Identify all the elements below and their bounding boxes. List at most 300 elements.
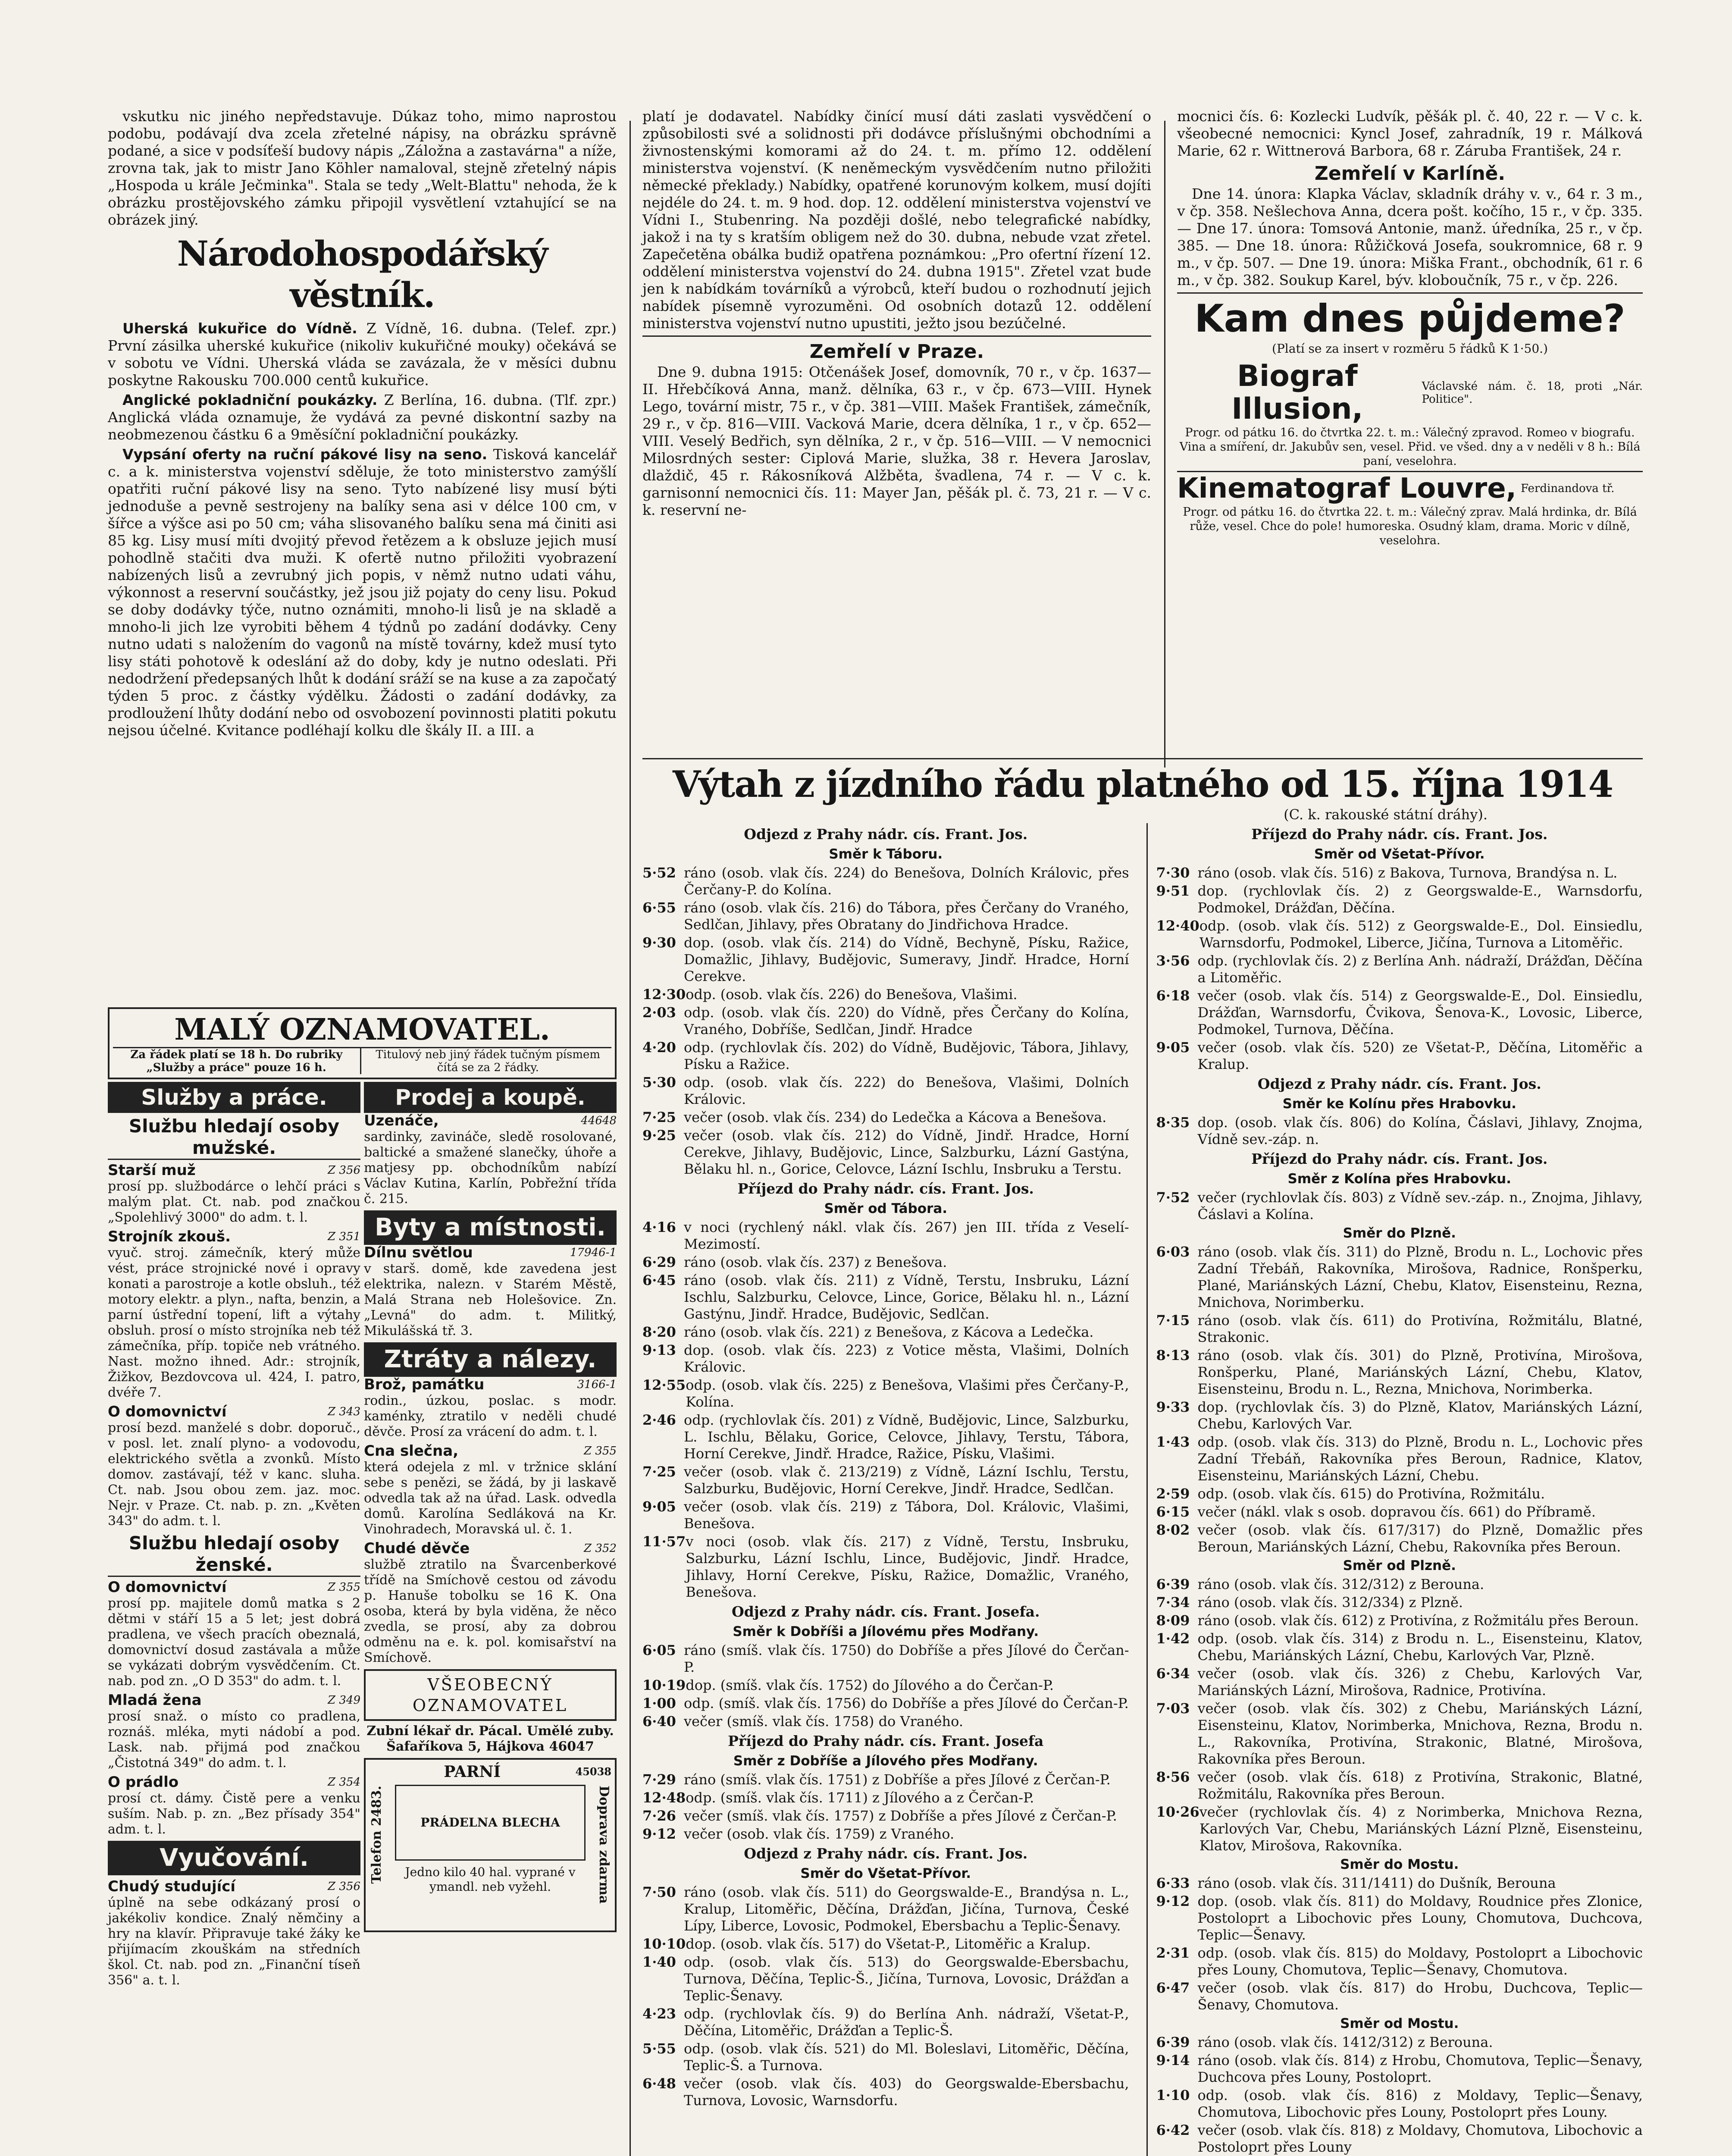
timetable-row — [1156, 865, 1643, 881]
classified-ad — [108, 1579, 360, 1689]
departure-time: 9·05 — [1156, 1039, 1190, 1056]
timetable-row — [642, 2075, 1129, 2109]
train-info: večer (osob. vlak čís. 520) ze Všetat-P., Děčína, Litoměřic a Kralup. — [1197, 1039, 1643, 1072]
departure-time: 10·10 — [642, 1936, 686, 1952]
departure-time: 6·05 — [642, 1642, 676, 1658]
cinema-2 — [1177, 471, 1643, 505]
train-info: dop. (osob. vlak čís. 214) do Vídně, Bechyně, Písku, Ražice, Domažlic, Jihlavy, Budějovic, Sumeravy, Jindř. Hradce, Horní Cerekve. — [684, 934, 1129, 984]
classified-note: Titulový neb jiný řádek tučným písmem čítá se za 2 řádky. — [376, 1048, 601, 1074]
cinema-1-address: Václavské nám. č. 18, proti „Nár. Politice". — [1422, 380, 1643, 406]
classified-ad — [108, 1774, 360, 1837]
timetable-row — [642, 1004, 1129, 1038]
ads-left — [108, 1082, 360, 1992]
ad-text: vyuč. stroj. zámečník, který může vést, práce strojnické nové i opravy konati a parostroje a kotle obsluh., též motory elektr. a plyn., nafta, benzin, a parní ústřední topení, lift a výtahy obsluh. prosí o místo strojníka neb též zámečníka, příp. topiče neb vrátného. Nast. možno ihned. Adr.: strojník, Žižkov, Bezdovcova ul. 424, I. patro, dvéře 7. — [108, 1245, 360, 1400]
classified-ad — [108, 1879, 360, 1988]
timetable-row — [642, 1884, 1129, 1934]
train-info: odp. (osob. vlak čís. 226) do Benešova, Vlašimi. — [686, 986, 1018, 1003]
departure-time: 10·26 — [1156, 1804, 1200, 1820]
train-info: ráno (smíš. vlak čís. 1750) do Dobříše a přes Jílové do Čerčan-P. — [684, 1642, 1129, 1675]
departure-time: 7·25 — [642, 1109, 676, 1125]
ad-text: prosí bezd. manželé s dobr. doporuč., v posl. let. znalí plyno- a vodovodu, elektrického světla a zvonků. Místo domov. zastávají, též v kanc. sluha. Ct. nab. Jsou obou zem. jaz. moc. Nejr. v Praze. Ct. nab. p. zn. „Květen 343" do adm. t. l. — [108, 1420, 360, 1529]
timetable-row — [642, 1771, 1129, 1788]
departure-time: 6·45 — [642, 1272, 676, 1288]
departure-time: 12·55 — [642, 1377, 686, 1393]
train-info: večer (osob. vlak čís. 302) z Chebu, Mariánských Lázní, Eisensteinu, Klatov, Norimberka, Mnichova, Rezna, Brodu n. L., Rakovníka, Protivína, Strakonic, Blatné, Mirošova, Rakovníka přes Beroun. — [1197, 1700, 1643, 1767]
deaths-karlin-text: Dne 14. února: Klapka Václav, skladník dráhy v. v., 64 r. 3 m., v čp. 358. Nešlechova Anna, dcera pošt. kočího, 15 r., v čp. 335. — Dne 17. února: Tomsová Antonie, manž. úředníka, 25 r., v čp. 385. — Dne 18. února: Růžičková Josefa, soukromnice, 68 r. 9 m., v čp. 507. — Dne 19. února: Miška Frant., obchodník, 61 r. 6 m., v čp. 382. Soukup Karel, býv. kloboučník, 75 r., v čp. 226. — [1177, 185, 1643, 288]
ad-code: Z 351 — [328, 1230, 360, 1243]
cinema-1-name: Biograf Illusion, — [1231, 359, 1363, 426]
timetable-row — [642, 1713, 1129, 1730]
departure-time: 10·19 — [642, 1677, 686, 1693]
column-rule — [630, 121, 631, 1018]
timetable-row — [1156, 883, 1643, 916]
ad-text: prosí ct. dámy. Čistě pere a venku suším. Nab. p. zn. „Bez přísady 354" adm. t. l. — [108, 1791, 360, 1837]
timetable-direction: Směr od Mostu. — [1340, 2016, 1459, 2031]
column-rule — [630, 1005, 631, 2156]
departure-time: 6·39 — [1156, 1576, 1190, 1592]
timetable-row — [642, 1789, 1129, 1806]
newspaper-page — [108, 108, 1643, 2156]
article — [108, 320, 617, 389]
col3-text: mocnici čís. 6: Kozlecki Ludvík, pěšák pl. č. 40, 22 r. — V c. k. všeobecné nemocnici: Kyncl Josef, zahradník, 19 r. Málková Marie, 62 r. Wittnerová Barbora, 68 r. Záruba František, 24 r. — [1177, 108, 1643, 159]
ad-heading: O domovnictví — [108, 1579, 227, 1596]
timetable-row — [1156, 1522, 1643, 1555]
timetable-row — [1156, 1804, 1643, 1854]
dentist-ad: Zubní lékař dr. Pácal. Umělé zuby. Šafaříkova 5, Hájkova 46047 — [366, 1724, 614, 1754]
train-info: odp. (osob. vlak čís. 225) z Benešova, Vlašimi přes Čerčany-P., Kolína. — [686, 1377, 1129, 1410]
train-info: ráno (osob. vlak čís. 311) do Plzně, Brodu n. L., Lochovic přes Zadní Třebáň, Rakovníka, Mirošova, Radnice, Ronšperku, Plané, Mariánských Lázní, Chebu, Klatov, Eisensteinu, Rezna, Mnichova, Norimberku. — [1197, 1244, 1643, 1310]
ad-heading: O prádlo — [108, 1774, 179, 1791]
ad-code: 44648 — [581, 1114, 617, 1127]
timetable-row — [642, 1219, 1129, 1253]
classified-price: Za řádek platí se 18 h. Do rubriky „Služby a práce" pouze 16 h. — [113, 1048, 361, 1074]
train-info: večer (nákl. vlak s osob. dopravou čís. 661) do Příbramě. — [1197, 1504, 1596, 1520]
ad-text: prosí pp. službodárce o lehčí práci s malým plat. Ct. nab. pod značkou „Spolehlivý 3000" do adm. t. l. — [108, 1179, 360, 1225]
train-info: odp. (osob. vlak čís. 512) z Georgswalde-E., Dol. Einsiedlu, Warnsdorfu, Podmokel, Liberce, Jičína, Turnova a Litoměřic. — [1199, 918, 1643, 951]
article-text: Z Berlína, 16. dubna. (Tlf. zpr.) Anglická vláda oznamuje, že vydává za pevné diskontní sazby na neobmezenou částku 6 a 9měsíční pokladniční poukázky. — [108, 392, 617, 443]
train-info: odp. (rychlovlak čís. 2) z Berlína Anh. nádraží, Drážďan, Děčína a Litoměřic. — [1197, 953, 1643, 986]
train-info: odp. (osob. vlak čís. 222) do Benešova, Vlašimi, Dolních Královic. — [684, 1074, 1129, 1107]
classified-ad — [108, 1692, 360, 1771]
departure-time: 2·03 — [642, 1004, 676, 1021]
train-info: odp. (rychlovlak čís. 9) do Berlína Anh. nádraží, Všetat-P., Děčína, Litoměřic, Drážďan a Teplic-Š. — [684, 2006, 1129, 2039]
ad-text: prosí snaž. o místo co pradlena, roznáš. mléka, myti nádobí a pod. Lask. nab. přijmá pod značkou „Čistotná 349" do adm. t. l. — [108, 1709, 360, 1771]
tab-jobs: Služby a práce. — [108, 1082, 360, 1113]
ad-heading: Uzenáče, — [364, 1112, 439, 1129]
departure-time: 6·39 — [1156, 2034, 1190, 2050]
article — [108, 446, 617, 739]
train-info: odp. (osob. vlak čís. 521) do Ml. Boleslavi, Litoměřic, Děčína, Teplic-Š. a Turnova. — [684, 2040, 1129, 2074]
divider — [642, 335, 1151, 337]
classified-banner — [108, 1007, 617, 1079]
train-info: odp. (osob. vlak čís. 615) do Protivína, Rožmitálu. — [1197, 1485, 1545, 1502]
timetable-row — [1156, 1769, 1643, 1802]
ad-code: Z 354 — [328, 1776, 360, 1789]
timetable-row — [1156, 1347, 1643, 1398]
column-1 — [108, 108, 617, 742]
classified-ad — [364, 1443, 617, 1537]
timetable-direction: Směr k Dobříši a Jílovému přes Modřany. — [733, 1624, 1039, 1639]
departure-time: 7·50 — [642, 1884, 676, 1900]
timetable-row — [1156, 1504, 1643, 1520]
ad-code: Z 356 — [328, 1164, 360, 1177]
kam-title: Kam dnes půjdeme? — [1194, 296, 1626, 341]
ad-text: rodin., úzkou, poslac. s modr. kaménky, ztratilo v neděli chudé děvče. Prosí za vrácení do adm. t. l. — [364, 1393, 617, 1439]
timetable-direction: Směr do Všetat-Přívor. — [800, 1866, 971, 1881]
timetable-row — [1156, 918, 1643, 951]
departure-time: 8·02 — [1156, 1522, 1190, 1538]
train-info: ráno (osob. vlak čís. 311/1411) do Dušník, Berouna — [1197, 1875, 1556, 1891]
timetable-row — [642, 1826, 1129, 1843]
train-info: večer (osob. vlak čís. 326) z Chebu, Karlových Var, Mariánských Lázní, Mirošova, Radnice, Protivína. — [1197, 1665, 1643, 1698]
timetable-row — [642, 899, 1129, 933]
timetable-row — [1156, 1434, 1643, 1484]
article-title: Anglické pokladniční poukázky. — [122, 392, 378, 408]
timetable-row — [642, 1254, 1129, 1271]
timetable-row — [1156, 1399, 1643, 1432]
col2-text: platí je dodavatel. Nabídky činící musí dáti zaslati vysvědčení o způsobilosti své a solidnosti při dodávce příslušnými obchodními a živnostenskými komorami až do 24. t. m. přímo 12. oddělení ministerstva vojenství. (K neněmeckým vysvědčením nutno přiložiti německé překlady.) Nabídky, opatřené korunovým kolkem, musí dojíti nejdéle do 24. t. m. 9 hod. dop. 12. oddělení ministerstva vojenství ve Vídni I., Stubenring. Na později došlé, nebo telegrafické nabídky, jakož i na ty s kratším obligem než do 30. dubna, nebude vzat zřetel. Zapečetěna obálka budiž opatřena poznámkou: „Pro ofertní řízení 12. oddělení ministerstva vojenství do 24. dubna 1915". Zřetel vzat bude jen k nabídkám továrníků a výrobců, kteří budou o rozhodnutí jejich nabídek písemně vyrozuměni. Od osobních dotazů 12. oddělení ministerstva vojenství nutno upustiti, ježto jsou bezúčelné. — [642, 108, 1151, 332]
classified-ad — [364, 1377, 617, 1440]
departure-time: 8·13 — [1156, 1347, 1190, 1363]
timetable-row — [642, 1463, 1129, 1497]
timetable-row — [642, 1377, 1129, 1410]
departure-time: 9·12 — [1156, 1893, 1190, 1909]
train-info: ráno (osob. vlak čís. 224) do Benešova, Dolních Královic, přes Čerčany-P. do Kolína. — [684, 865, 1129, 898]
departure-time: 6·40 — [642, 1713, 676, 1730]
timetable-direction: Směr od Plzně. — [1343, 1558, 1456, 1573]
timetable — [642, 755, 1643, 2156]
ad-code: Z 355 — [328, 1581, 360, 1594]
train-info: odp. (osob. vlak čís. 314) z Brodu n. L., Eisensteinu, Klatov, Chebu, Mariánských Lázní, Chebu, Karlových Var, Plzně. — [1197, 1630, 1643, 1664]
train-info: ráno (osob. vlak čís. 312/334) z Plzně. — [1197, 1594, 1463, 1611]
cinema-1-program: Progr. od pátku 16. do čtvrtka 22. t. m.: Válečný zpravod. Romeo v biografu. Vina a smíření, dr. Jakubův sen, vesel. Přid. ve všed. dny a v neděli v 8 h.: Bílá paní, veselohra. — [1179, 426, 1641, 468]
timetable-direction: Směr do Plzně. — [1343, 1225, 1456, 1241]
ad-text: sardinky, zavináče, sledě rosolované, baltické a smažené slanečky, úhoře a matjesy pp. obchodníkům nabízí Václav Kutina, Karlín, Pobřežní třída č. 215. — [364, 1129, 617, 1206]
timetable-row — [1156, 2122, 1643, 2156]
departure-time: 6·33 — [1156, 1875, 1190, 1891]
ad-heading: O domovnictví — [108, 1403, 227, 1420]
timetable-row — [642, 934, 1129, 985]
train-info: večer (rychlovlak čís. 4) z Norimberka, Mnichova Rezna, Karlových Var, Chebu, Mariánských Lázní Plzně, Eisensteinu, Klatov, Mirošova, Rakovníka. — [1199, 1804, 1643, 1854]
ad-code: 17946-1 — [570, 1246, 617, 1259]
timetable-row — [642, 1272, 1129, 1322]
departure-time: 4·16 — [642, 1219, 676, 1235]
divider — [642, 758, 1643, 759]
timetable-row — [642, 1533, 1129, 1601]
timetable-row — [1156, 1312, 1643, 1346]
column-2 — [642, 108, 1151, 521]
timetable-row — [642, 1808, 1129, 1824]
tab-teaching: Vyučování. — [108, 1841, 360, 1875]
departure-time: 6·29 — [642, 1254, 676, 1270]
timetable-row — [1156, 1893, 1643, 1943]
cinema-2-name: Kinematograf Louvre, — [1177, 473, 1516, 505]
divider — [1177, 292, 1643, 294]
ad-heading: Chudý studující — [108, 1878, 236, 1895]
timetable-row — [1156, 1039, 1643, 1073]
train-info: ráno (osob. vlak čís. 237) z Benešova. — [684, 1254, 947, 1270]
train-info: dop. (rychlovlak čís. 2) z Georgswalde-E., Warnsdorfu, Podmokel, Drážďan, Děčína. — [1197, 883, 1643, 916]
departure-time: 12·40 — [1156, 918, 1200, 934]
ads-right — [364, 1082, 617, 1992]
train-info: večer (osob. vlak čís. 403) do Georgswalde-Ebersbachu, Turnova, Lovosic, Warnsdorfu. — [684, 2075, 1129, 2109]
departure-time: 8·35 — [1156, 1114, 1190, 1131]
departure-time: 6·42 — [1156, 2122, 1190, 2138]
timetable-row — [642, 1342, 1129, 1376]
article-title: Uherská kukuřice do Vídně. — [122, 320, 357, 337]
train-info: večer (osob. vlak čís. 219) z Tábora, Dol. Královic, Vlašimi, Benešova. — [684, 1498, 1129, 1532]
laundry-logo — [395, 1785, 586, 1861]
train-info: večer (osob. vlak čís. 817) do Hrobu, Duchcova, Teplic—Šenavy, Chomutova. — [1197, 1980, 1643, 2013]
ad-text: která odejela z ml. v tržnice sklání sebe s penězi, se žádá, by ji laskavě odvedla tak až na úřad. Lask. odvedla domů. Karolína Sedláková na Kr. Vinohradech, Moravská ul. č. 1. — [364, 1460, 617, 1537]
ad-code: Z 352 — [584, 1542, 617, 1555]
timetable-row — [1156, 1244, 1643, 1311]
cinema-2-program: Progr. od pátku 16. do čtvrtka 22. t. m.: Válečný zprav. Malá hrdinka, dr. Bílá růže, vesel. Chce do pole! humoreska. Osudný klam, drama. Moric v dílně, veselohra. — [1183, 505, 1637, 547]
departure-time: 9·25 — [642, 1127, 676, 1144]
ad-code: Z 356 — [328, 1880, 360, 1893]
train-info: ráno (osob. vlak čís. 814) z Hrobu, Chomutova, Teplic—Šenavy, Duchcova přes Louny, Postoloprt. — [1197, 2052, 1643, 2085]
departure-time: 6·18 — [1156, 987, 1190, 1004]
ad-code: Z 349 — [328, 1694, 360, 1707]
agency-box: VŠEOBECNÝ OZNAMOVATEL — [364, 1669, 617, 1721]
train-info: dop. (smíš. vlak čís. 1752) do Jílového a do Čerčan-P. — [686, 1677, 1054, 1693]
laundry-delivery: Doprava zdarma — [596, 1786, 611, 1904]
departure-time: 1·40 — [642, 1954, 676, 1970]
departure-time: 6·47 — [1156, 1980, 1190, 1996]
timetable-row — [1156, 987, 1643, 1038]
train-info: v noci (osob. vlak čís. 217) z Vídně, Terstu, Insbruku, Salzburku, Lázní Ischlu, Lince, Budějovic, Jindř. Hradce, Jihlavy, Horní Cerekve, Písku, Ražice, Domažlic, Vraného, Benešova. — [686, 1533, 1129, 1600]
teaching-ad — [108, 1879, 360, 1988]
section-title: Národohospodářský věstník. — [177, 233, 548, 315]
timetable-row — [1156, 1485, 1643, 1502]
departure-time: 7·34 — [1156, 1594, 1190, 1611]
train-info: ráno (osob. vlak čís. 301) do Plzně, Protivína, Mirošova, Ronšperku, Plané, Mariánských Lázní, Chebu, Klatov, Eisensteinu, Brodu n. L., Rezna, Mnichova, Norimberka. — [1197, 1347, 1643, 1397]
departure-time: 7·29 — [642, 1771, 676, 1788]
departure-time: 11·57 — [642, 1533, 686, 1550]
timetable-row — [1156, 1630, 1643, 1664]
ad-heading: Cna slečna, — [364, 1442, 459, 1460]
timetable-row — [642, 986, 1129, 1003]
lost-ads — [364, 1377, 617, 1666]
departure-time: 9·13 — [642, 1342, 676, 1358]
timetable-heading: Odjezd z Prahy nádr. cís. Frant. Josefa. — [731, 1603, 1040, 1620]
departure-time: 5·30 — [642, 1074, 676, 1091]
ad-text: v starš. domě, kde zavedena jest elektrika, nalezn. v Starém Městě, Malá Strana neb Holešovice. Zn. „Levná" do adm. t. Militký, Mikulášská tř. 3. — [364, 1261, 617, 1338]
train-info: ráno (osob. vlak čís. 216) do Tábora, přes Čerčany do Vraného, Sedlčan, Jihlavy, přes Obratany do Jindřichova Hradce. — [684, 899, 1129, 933]
departure-time: 7·03 — [1156, 1700, 1190, 1717]
departure-time: 6·03 — [1156, 1244, 1190, 1260]
departure-time: 9·33 — [1156, 1399, 1190, 1415]
timetable-row — [1156, 1114, 1643, 1148]
departure-time: 2·31 — [1156, 1945, 1190, 1961]
train-info: odp. (smíš. vlak čís. 1711) z Jílového a z Čerčan-P. — [686, 1789, 1034, 1806]
train-info: ráno (osob. vlak čís. 516) z Bakova, Turnova, Brandýsa n. L. — [1197, 865, 1618, 881]
men-ads — [108, 1163, 360, 1529]
ad-heading: Chudé děvče — [364, 1540, 470, 1557]
departure-time: 9·12 — [642, 1826, 676, 1842]
train-info: odp. (osob. vlak čís. 816) z Moldavy, Teplic—Šenavy, Chomutova, Libochovic přes Louny, Postoloprt přes Louny. — [1197, 2087, 1643, 2120]
timetable-row — [642, 1127, 1129, 1178]
timetable-row — [642, 2006, 1129, 2039]
departure-time: 1·10 — [1156, 2087, 1190, 2103]
departure-time: 6·15 — [1156, 1504, 1190, 1520]
ad-code: Z 343 — [328, 1405, 360, 1418]
departure-time: 2·46 — [642, 1412, 676, 1428]
departure-time: 9·51 — [1156, 883, 1190, 899]
train-info: ráno (osob. vlak čís. 312/312) z Berouna. — [1197, 1576, 1485, 1592]
column-3 — [1177, 108, 1643, 548]
train-info: ráno (osob. vlak čís. 612) z Protivína, z Rožmitálu přes Beroun. — [1197, 1612, 1639, 1629]
departure-time: 1·43 — [1156, 1434, 1190, 1450]
timetable-heading: Odjezd z Prahy nádr. cís. Frant. Jos. — [744, 826, 1028, 843]
timetable-row — [1156, 1875, 1643, 1892]
timetable-direction: Směr od Všetat-Přívor. — [1314, 846, 1485, 862]
departure-time: 2·59 — [1156, 1485, 1190, 1502]
timetable-row — [1156, 2052, 1643, 2086]
departure-time: 7·26 — [642, 1808, 676, 1824]
train-info: večer (smíš. vlak čís. 1757) z Dobříše a přes Jílové z Čerčan-P. — [684, 1808, 1117, 1824]
timetable-direction: Směr z Kolína přes Hrabovku. — [1287, 1171, 1511, 1187]
train-info: večer (osob. vlak č. 213/219) z Vídně, Lázní Ischlu, Terstu, Salzburku, Budějovic, Horní Cerekve, Jindř. Hradce, Sedlčan. — [684, 1463, 1129, 1497]
train-info: ráno (osob. vlak čís. 221) z Benešova, z Kácova a Ledečka. — [684, 1324, 1094, 1340]
departure-time: 6·48 — [642, 2075, 676, 2092]
ad-heading: Dílnu světlou — [364, 1244, 473, 1261]
deaths-karlin-title: Zemřelí v Karlíně. — [1314, 163, 1506, 185]
departure-time: 8·09 — [1156, 1612, 1190, 1629]
laundry-phone: Telefon 2483. — [369, 1786, 384, 1884]
timetable-heading: Odjezd z Prahy nádr. cís. Frant. Jos. — [744, 1845, 1028, 1862]
departure-time: 5·55 — [642, 2040, 676, 2057]
timetable-direction: Směr z Dobříše a Jílového přes Modřany. — [733, 1753, 1038, 1769]
timetable-right — [1146, 823, 1643, 2156]
kam-note: (Platí se za insert v rozměru 5 řádků K 1·50.) — [1272, 342, 1548, 356]
departure-time: 1·42 — [1156, 1630, 1190, 1647]
timetable-subtitle: (C. k. rakouské státní dráhy). — [1284, 806, 1488, 823]
train-info: odp. (osob. vlak čís. 513) do Georgswalde-Ebersbachu, Turnova, Děčína, Teplic-Š., Jičína, Turnova, Lovosic, Drážďan a Teplic-Šenavy. — [684, 1954, 1129, 2004]
classified-ad — [364, 1113, 617, 1207]
timetable-row — [642, 1412, 1129, 1462]
classified-ad — [108, 1163, 360, 1225]
timetable-row — [642, 1498, 1129, 1532]
laundry-label: PARNÍ 45038 — [444, 1763, 611, 1781]
departure-time: 12·30 — [642, 986, 686, 1003]
ad-code: 3166-1 — [577, 1378, 617, 1391]
train-info: ráno (smíš. vlak čís. 1751) z Dobříše a přes Jílové z Čerčan-P. — [684, 1771, 1111, 1788]
timetable-row — [1156, 953, 1643, 986]
tab-housing: Byty a místnosti. — [364, 1210, 617, 1245]
timetable-row — [1156, 1189, 1643, 1223]
train-info: večer (osob. vlak čís. 1759) z Vraného. — [684, 1826, 955, 1842]
train-info: odp. (rychlovlak čís. 201) z Vídně, Budějovic, Lince, Salzburku, L. Ischlu, Bělaku, Gorice, Celovce, Jihlavy, Terstu, Tábora, Horní Cerekve, Jindř. Hradce, Ražice, Písku, Vlašimi. — [684, 1412, 1129, 1462]
intro-paragraph: vskutku nic jiného nepředstavuje. Dúkaz toho, mimo naprostou podobu, podávají dva zcela zřetelné nápisy, na obrázku správně podané, a sice v podsíťeší budovy nápis „Záložna a zastavárna" a níže, zrovna tak, jak to mistr Jano Köhler namaloval, stejně zřetelný nápis „Hospoda u krále Ječminka". Stala se tedy „Welt-Blattu" nehoda, že k obrázku prostějovského zámku připojil vysvětlení vztahující se na obrázek jiný. — [108, 108, 617, 228]
departure-time: 9·14 — [1156, 2052, 1190, 2068]
article-text: Z Vídně, 16. dubna. (Telef. zpr.) První zásilka uherské kukuřice (nikoliv kukuřičné mouky) očekává se v sobotu ve Vídni. Uherská vláda se zavázala, že v měsíci dubnu poskytne Rakousku 700.000 centů kukuřice. — [108, 320, 617, 389]
ad-heading: Mladá žena — [108, 1692, 202, 1709]
laundry-name: PRÁDELNA BLECHA — [420, 1815, 560, 1830]
timetable-row — [1156, 1576, 1643, 1593]
article-title: Vypsání oferty na ruční pákové lisy na seno. — [122, 446, 488, 463]
timetable-row — [642, 1642, 1129, 1676]
train-info: ráno (osob. vlak čís. 611) do Protivína, Rožmitálu, Blatné, Strakonic. — [1197, 1312, 1643, 1345]
timetable-row — [642, 1039, 1129, 1073]
timetable-row — [642, 865, 1129, 898]
train-info: dop. (osob. vlak čís. 811) do Moldavy, Roudnice přes Zlonice, Postoloprt a Libochovic přes Louny, Chomutova, Duchcova, Teplic—Šenavy. — [1197, 1893, 1643, 1943]
ad-text: prosí pp. majitele domů matka s 2 dětmi v stáří 15 a 5 let; jest dobrá pradlena, ve všech pracích obeznalá, domovnictví dosud zastávala a může se vykázati dobrým vysvědčením. Ct. nab. pod zn. „O D 353" do adm. t. l. — [108, 1596, 360, 1689]
departure-time: 8·20 — [642, 1324, 676, 1340]
article — [108, 392, 617, 443]
train-info: v noci (rychlený nákl. vlak čís. 267) jen III. třída z Veselí-Mezimostí. — [684, 1219, 1129, 1252]
deaths-prague-title: Zemřelí v Praze. — [809, 341, 984, 363]
classified-ad — [108, 1404, 360, 1529]
train-info: večer (osob. vlak čís. 212) do Vídně, Jindř. Hradce, Horní Cerekve, Jihlavy, Budějovic, Lince, Salzburku, Lázní Gastýna, Bělaku hl. n., Gorice, Celovce, Lázní Ischlu, Insbruku a Terstu. — [684, 1127, 1129, 1177]
train-info: večer (osob. vlak čís. 818) z Moldavy, Chomutova, Libochovic a Postoloprt přes Louny — [1197, 2122, 1643, 2155]
timetable-title: Výtah z jízdního řádu platného od 15. října 1914 — [672, 763, 1613, 805]
housing-ads — [364, 1245, 617, 1339]
train-info: dop. (osob. vlak čís. 517) do Všetat-P., Litoměřic a Kralup. — [686, 1936, 1091, 1952]
article-text: Tisková kancelář c. a k. ministerstva vojenství sděluje, že toto ministerstvo zamýšlí opatřiti ruční pákové lisy na seno. Tyto nabízené lisy musí býti jednoduše a pevně sestrojeny na balíky sena asi v délce 100 cm, v šířce a výšce asi po 50 cm; váha slisovaného balíku sena má činiti asi 85 kg. Lisy musí míti dvojitý převod řetězem a k obsluze jejich musí pohodlně stačiti dva muži. K ofertě nutno přiložiti vyobrazení nabízených lisů a zevrubný jich popis, v němž nutno udati váhu, výkonnost a reservní součástky, jež jsou již pojaty do ceny lisu. Pokud se doby dodávky týče, nutno oznámiti, mnoho-li lisů je na skladě a mnoho-li jich lze vyrobiti během 4 týdnů po zadání dodávky. Ceny nutno udati s naložením do vagonů na místě továrny, kdež musí tyto lisy státi pohotově k odeslání až do doby, kdy je nutno odeslati. Při nedodržení předepsaných lhůt k dodání sráží se na kuse a za započatý týden 5 proc. z částky výdělku. Žádosti o zadání dodávky, za prodloužení lhůty dodání nebo od osvobození povinnosti platiti pokutu nejsou účelné. Kvitance podléhají kolku dle škály II. a III. a — [108, 446, 617, 739]
train-info: odp. (osob. vlak čís. 313) do Plzně, Brodu n. L., Lochovic přes Zadní Třebáň, Rakovníka přes Beroun, Radnice, Klatov, Eisensteinu, Mariánských Lázní, Chebu. — [1197, 1434, 1643, 1484]
departure-time: 6·55 — [642, 899, 676, 916]
timetable-row — [1156, 1594, 1643, 1611]
ad-heading: Starší muž — [108, 1162, 196, 1179]
ad-heading: Strojník zkouš. — [108, 1228, 231, 1245]
timetable-direction: Směr ke Kolínu přes Hrabovku. — [1282, 1096, 1516, 1112]
departure-time: 1·00 — [642, 1695, 676, 1711]
departure-time: 4·23 — [642, 2006, 676, 2022]
departure-time: 7·15 — [1156, 1312, 1190, 1329]
departure-time: 3·56 — [1156, 953, 1190, 969]
column-rule — [1164, 121, 1165, 768]
ad-text: službě ztratilo na Švarcenberkové třídě na Smíchově cestou od závodu p. Hanuše tobolku se 16 K. Ona osoba, která by byla viděna, že něco zvedla, se prosí, aby za dobrou odměnu na e. k. pol. komisařství na Smíchově. — [364, 1557, 617, 1665]
cinema-1 — [1177, 360, 1643, 426]
sale-ads — [364, 1113, 617, 1207]
train-info: dop. (osob. vlak čís. 806) do Kolína, Čáslavi, Jihlavy, Znojma, Vídně sev.-záp. n. — [1197, 1114, 1643, 1147]
train-info: odp. (rychlovlak čís. 202) do Vídně, Budějovic, Tábora, Jihlavy, Písku a Ražice. — [684, 1039, 1129, 1072]
timetable-heading: Příjezd do Prahy nádr. cís. Frant. Jos. — [1251, 826, 1548, 843]
classified-ad — [364, 1245, 617, 1339]
train-info: odp. (smíš. vlak čís. 1756) do Dobříše a přes Jílové do Čerčan-P. — [684, 1695, 1129, 1711]
timetable-direction: Směr od Tábora. — [824, 1201, 948, 1216]
timetable-heading: Příjezd do Prahy nádr. cís. Frant. Jos. — [737, 1180, 1034, 1197]
ad-heading: Brož, památku — [364, 1376, 485, 1393]
laundry-text: Jedno kilo 40 hal. vyprané v ymandl. neb vyžehl. — [405, 1865, 576, 1894]
timetable-direction: Směr k Táboru. — [829, 846, 943, 862]
ad-code: Z 355 — [584, 1445, 617, 1457]
timetable-left — [642, 823, 1129, 2156]
departure-time: 5·52 — [642, 865, 676, 881]
timetable-direction: Směr do Mostu. — [1340, 1857, 1459, 1872]
women-ads — [108, 1579, 360, 1837]
train-info: odp. (osob. vlak čís. 220) do Vídně, přes Čerčany do Kolína, Vraného, Dobříše, Sedlčan, Jindř. Hradce — [684, 1004, 1129, 1037]
classified-ad — [364, 1541, 617, 1666]
tab-sale: Prodej a koupě. — [364, 1082, 617, 1113]
timetable-heading: Odjezd z Prahy nádr. cís. Frant. Jos. — [1257, 1075, 1541, 1092]
timetable-row — [1156, 1980, 1643, 2013]
timetable-row — [1156, 1945, 1643, 1978]
timetable-row — [1156, 1700, 1643, 1767]
laundry-ad — [364, 1758, 617, 1932]
cinema-2-address: Ferdinandova tř. — [1520, 482, 1615, 495]
classified-title: MALÝ OZNAMOVATEL. — [113, 1012, 611, 1048]
departure-time: 8·56 — [1156, 1769, 1190, 1785]
timetable-row — [1156, 2087, 1643, 2121]
timetable-row — [1156, 2034, 1643, 2051]
timetable-row — [642, 1109, 1129, 1126]
departure-time: 7·30 — [1156, 865, 1190, 881]
timetable-row — [642, 1695, 1129, 1712]
train-info: večer (osob. vlak čís. 618) z Protivína, Strakonic, Blatné, Rožmitálu, Rakovníka přes Beroun. — [1197, 1769, 1643, 1802]
departure-time: 6·34 — [1156, 1665, 1190, 1682]
